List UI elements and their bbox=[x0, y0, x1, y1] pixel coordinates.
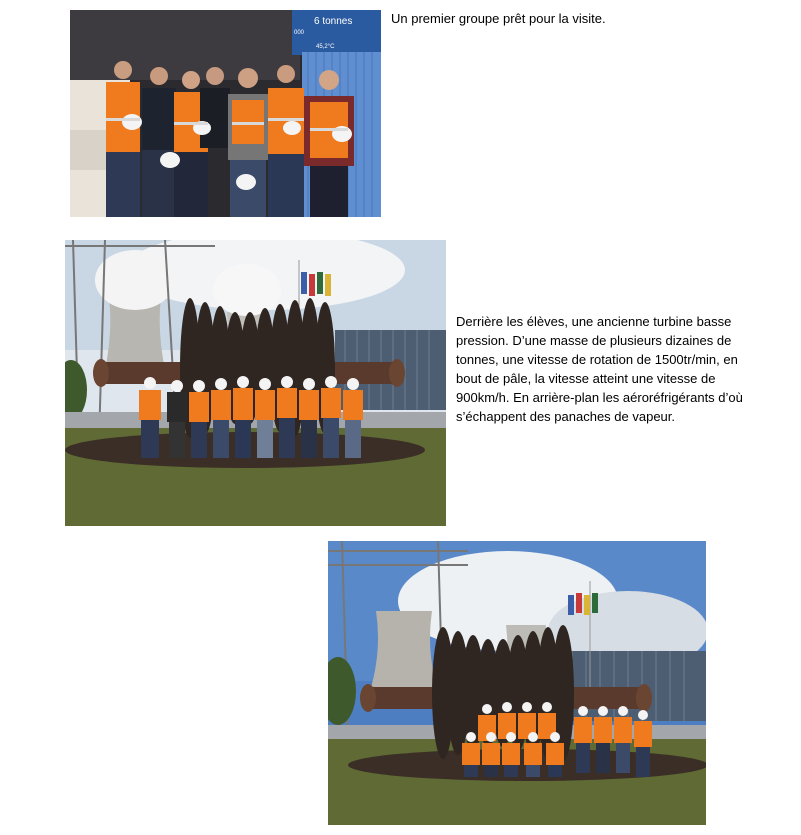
caption-turbine: Derrière les élèves, une ancienne turbine basse pression. D’une masse de plusieurs dizaines de tonnes, une vitesse de rotation de 1500tr/min, en bout de pâle, la vitesse atteint une vitesse de 900km/h. En arrière-plan les aéroréfrigérants d’où s’échappent des panaches de vapeur. bbox=[456, 314, 743, 424]
caption-first-group: Un premier groupe prêt pour la visite. bbox=[391, 11, 606, 26]
turbine-group-photo bbox=[65, 240, 446, 526]
signage-temperature: 45,2°C bbox=[316, 44, 335, 50]
signage-headline: 6 tonnes bbox=[314, 16, 353, 27]
turbine-second-group-photo bbox=[328, 541, 706, 825]
signage-number: 000 bbox=[294, 30, 305, 36]
group-photo-indoor bbox=[70, 10, 381, 217]
